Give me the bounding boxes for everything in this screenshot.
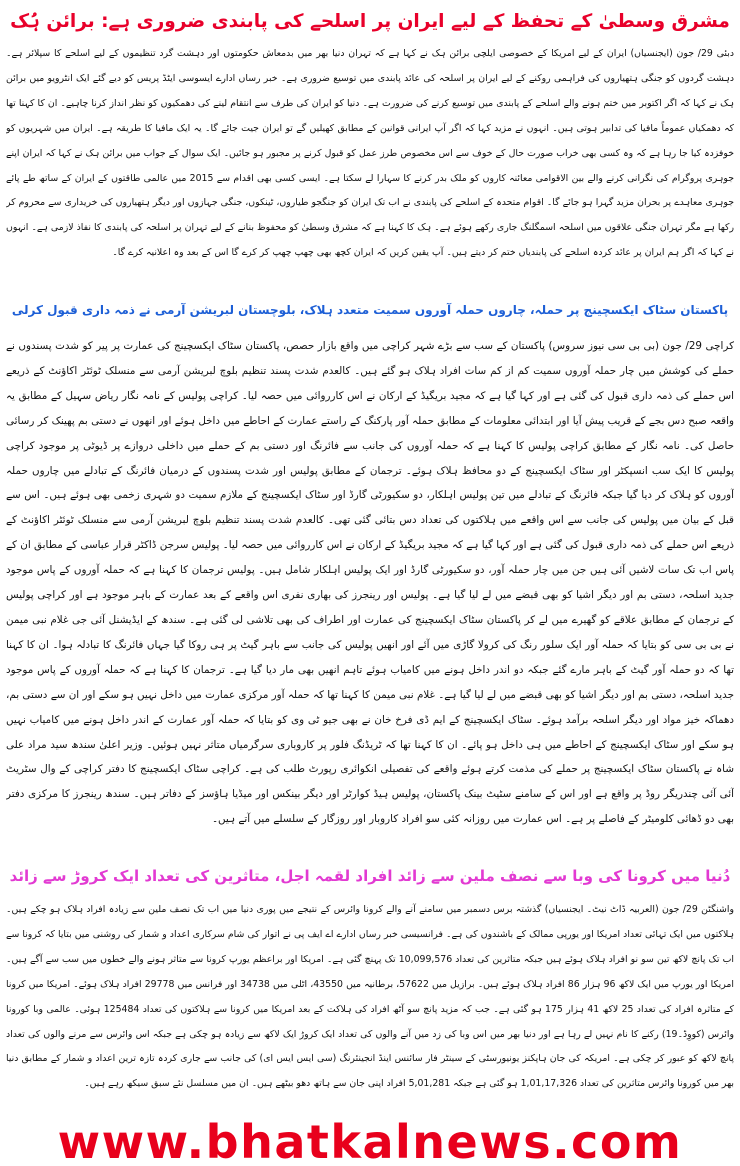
article-headline-stock-exchange-attack: پاکستان سٹاک ایکسچینج پر حملہ، چاروں حملہ آوروں سمیت متعدد ہلاک، بلوچستان لبریشن آرمی نے ذمہ داری قبول کرلی <box>11 303 729 317</box>
article-iran-arms <box>6 42 734 288</box>
article-corona-deaths <box>6 898 734 1120</box>
site-watermark: www.bhatkalnews.com <box>57 1118 683 1166</box>
article-body-iran-arms: دبئی 29/ جون (ایجنسیاں) ایران کے لیے امریکا کے خصوصی ایلچی برائن ہک نے کہا ہے کہ تہران دنیا بھر میں بدمعاش حکومتوں اور دہشت گرد تنظیموں کے لیے اسلحے کا سپلائر ہے۔ دہشت گردوں کو جنگی ہتھیاروں کی فراہمی روکنے کے لیے ایران پر اسلحہ کی عائد پابندی میں توسیع ضروری ہے۔ خبر رساں ادارے ایسوسی ایٹڈ پریس کو دیے گئے ایک انٹرویو میں برائن ہک نے کہا کہ اگر اکتوبر میں ختم ہونے والے اسلحے کے پابندی میں توسیع کرنے کی ضرورت ہے۔ دنیا کو ایران کی طرف سے انتقام لینے کی دھمکیوں کو نظر انداز کرنا چاہیے۔ ان کا کہنا تھا کہ دھمکیاں عموماً مافیا کی تدابیر ہوتی ہیں۔ انہوں نے مزید کہا کہ اگر آپ ایرانی قوانین کے مطابق کھیلیں گے تو ایران جیت جائے گا۔ یہ ایک مافیا کا طریقہ ہے۔ ایران میں شہریوں کو خوفزدہ کیا جا رہا ہے کہ وہ کسی بھی خراب صورت حال کے خوف سے اس مخصوص طرز عمل کو قبول کرنے پر مجبور ہو جائیں۔ ایک سوال کے جواب میں برائن ہک نے کہا کہ ایران اپنے جوہری پروگرام کی نگرانی کرنے والے بین الاقوامی معائنہ کاروں کو ملک بدر کرنے کا سہارا لے سکتا ہے۔ ایسی کسی بھی اقدام سے 2015 میں عالمی طاقتوں کے ایران کے ساتھ طے پائے جوہری معاہدے پر بحران مزید گہرا ہو جائے گا۔ اقوام متحدہ کے اسلحے کی پابندی نے اب تک ایران کو جنگجو طیاروں، ٹینکوں، جنگی جہازوں اور دیگر ہتھیاروں کی خریداری سے محروم کر رکھا ہے مگر تہران جنگی علاقوں میں اسلحہ اسمگلنگ جاری رکھے ہوئے ہے۔ ہک کا کہنا ہے کہ مشرق وسطیٰ کو محفوظ بنانے کے لیے تہران پر اسلحہ کی پابندی کا نفاذ لازمی ہے۔ انہوں نے کہا کہ اگر ہم ایران پر عائد کردہ اسلحے کی پابندیاں ختم کر دیتے ہیں۔ آپ یقین کریں کہ ایران کچھ بھی چھپ چھپ کر کرے گا اس کے بعد وہ اعلانیہ کرے گا۔ <box>6 48 734 259</box>
article-body-corona-deaths: واشنگٹن 29/ جون (العربیہ ڈاٹ نیٹ۔ ایجنسیاں) گذشتہ برس دسمبر میں سامنے آنے والے کرونا وائرس کے نتیجے میں پوری دنیا میں اب تک نصف ملین سے زیادہ افراد ہلاک ہو چکے ہیں۔ ہلاکتوں میں ایک تہائی تعداد امریکا اور یورپی ممالک کے باشندوں کی ہے۔ فرانسیسی خبر رساں ادارے اے ایف پی نے اتوار کی شام سرکاری اعداد و شمار کی روشنی میں بتایا کہ کرونا سے اب تک پانچ لاکھ تین سو نو افراد ہلاک ہوئے ہیں جبکہ متاثرین کی تعداد 10,099,576 تک پہنچ گئی ہے۔ امریکا اور براعظم یورپ کرونا سے متاثر ہونے والے خطوں میں سب سے آگے ہیں۔ امریکا اور یورپ میں ایک لاکھ 96 ہزار 86 افراد ہلاک ہوئے ہیں۔ برازیل میں 57622، برطانیہ میں 43550، اٹلی میں 34738 اور فرانس میں 29778 افراد ہلاک ہوئے۔ امریکا میں کرونا کے متاثرہ افراد کی تعداد 25 لاکھ 41 ہزار 175 ہو گئی ہے۔ جب کہ مزید پانچ سو آٹھ افراد کی ہلاکت کے بعد امریکا میں کرونا سے ہلاکتوں کی تعداد 125484 ہوئی۔ عالمی وبا کورونا وائرس (کووِڈ۔19) رکنے کا نام نہیں لے رہا ہے اور دنیا بھر میں اس وبا کی زد میں آنے والوں کی تعداد ایک کروڑ ایک لاکھ سے زیادہ ہو چکی ہے جبکہ اس وائرس سے مرنے والوں کی تعداد پانچ لاکھ کو عبور کر چکی ہے۔ امریکہ کی جان ہاپکنز یونیورسٹی کے سینٹر فار سائنس اینڈ انجینئرنگ (سی ایس ایس ای) کی جانب سے جاری کردہ تازہ ترین اعداد و شمار کے مطابق دنیا بھر میں کورونا وائرس متاثرین کی تعداد 1,01,17,326 ہو گئی ہے جبکہ 5,01,281 افراد اپنی جان سے ہاتھ دھو بیٹھے ہیں۔ ان میں مسلسل نئے سبق سیکھ رہے ہیں۔ <box>6 904 734 1090</box>
article-body-stock-exchange-attack: کراچی 29/ جون (بی بی سی نیوز سروس) پاکستان کے سب سے بڑے شہر کراچی میں واقع بازار حصص، پاکستان سٹاک ایکسچینج کی عمارت پر پیر کو شدت پسندوں نے حملے کی کوشش میں چار حملہ آوروں سمیت کم از کم سات افراد ہلاک ہو گئے ہیں۔ کالعدم شدت پسند تنظیم بلوچ لبریشن آرمی سے منسلک ٹوئٹر اکاؤنٹ کے ذریعے اس حملے کی ذمہ داری قبول کی گئی ہے اور کہا گیا ہے کہ مجید بریگیڈ کے ارکان نے اس کارروائی میں حصہ لیا۔ کراچی پولیس کے نامہ نگار ریاض سہیل کے مطابق یہ واقعہ صبح دس بجے کے قریب پیش آیا اور ابتدائی معلومات کے مطابق حملہ آور پارکنگ کے راستے عمارت کے احاطے میں داخل ہوئے اور انھوں نے دستی بم پھینک کر رسائی حاصل کی۔ نامہ نگار کے مطابق کراچی پولیس کا کہنا ہے کہ حملہ آوروں کی جانب سے فائرنگ اور دستی بم کے حملے میں داخلی دروازے پر ڈیوٹی پر موجود کراچی پولیس کا ایک سب انسپکٹر اور سٹاک ایکسچینج کے دو محافظ ہلاک ہوئے۔ ترجمان کے مطابق پولیس اور شدت پسندوں کے درمیان فائرنگ کے تبادلے میں چاروں حملہ آوروں کو ہلاک کر دیا گیا جبکہ فائرنگ کے تبادلے میں تین پولیس اہلکار، دو سکیورٹی گارڈ اور سٹاک ایکسچینج کے ملازم سمیت دو شہری زخمی بھی ہوئے ہیں۔ اس سے قبل کے بیان میں پولیس کی جانب سے اس واقعے میں ہلاکتوں کی تعداد دس بتائی گئی تھی۔ کالعدم شدت پسند تنظیم بلوچ لبریشن آرمی سے منسلک ٹوئٹر اکاؤنٹ کے ذریعے اس حملے کی ذمہ داری قبول کی گئی ہے اور کہا گیا ہے کہ مجید بریگیڈ کے ارکان نے اس کارروائی میں حصہ لیا۔ پولیس سرجن ڈاکٹر قرار عباسی کے مطابق ان کے پاس اب تک سات لاشیں آئی ہیں جن میں چار حملہ آور، دو سکیورٹی گارڈ اور ایک پولیس اہلکار شامل ہیں۔ پولیس ترجمان کا کہنا ہے کہ حملہ آوروں کے پاس موجود جدید اسلحہ، دستی بم اور دیگر اشیا کو بھی قبضے میں لے لیا گیا ہے۔ پولیس اور رینجرز کی بھاری نفری اس واقعے کے بعد عمارت کے باہر موجود ہے اور کراچی پولیس کے ترجمان کے مطابق علاقے کو گھیرے میں لے کر پاکستان سٹاک ایکسچینج کی عمارت اور اطراف کی بھی تلاشی لی گئی ہے۔ سندھ کے ایڈیشنل آئی جی غلام نبی میمن نے بی بی سی کو بتایا کہ حملہ آور ایک سلور رنگ کی کرولا گاڑی میں آئے اور انھیں پولیس کی جانب سے باہر گیٹ پر ہی روکا گیا جہاں فائرنگ کا تبادلہ ہوا۔ ان کا کہنا تھا کہ دو حملہ آور گیٹ کے باہر مارے گئے جبکہ دو اندر داخل ہونے میں کامیاب ہوئے تاہم انھیں بھی مار دیا گیا ہے۔ ترجمان کا کہنا ہے کہ حملہ آوروں کے پاس موجود جدید اسلحہ، دستی بم اور دیگر اشیا کو بھی قبضے میں لے لیا گیا ہے۔ غلام نبی میمن کا کہنا تھا کہ حملہ آور مرکزی عمارت میں داخل نہیں ہو سکے اور ان سے دستی بم، دھماکہ خیز مواد اور دیگر اسلحہ برآمد ہوئے۔ سٹاک ایکسچینج کے ایم ڈی فرخ خان نے بھی جیو ٹی وی کو بتایا کہ حملہ آور عمارت کے اندر داخل ہونے میں کامیاب نہیں ہو سکے اور سٹاک ایکسچینج کے احاطے میں ہی داخل ہو پائے۔ ان کا کہنا تھا کہ ٹریڈنگ فلور پر کاروباری سرگرمیاں متاثر نہیں ہوئیں۔ وزیر اعلیٰ سندھ سید مراد علی شاہ نے پاکستان سٹاک ایکسچینج پر حملے کی مذمت کرتے ہوئے واقعے کی تفصیلی انکوائری رپورٹ طلب کی ہے۔ کراچی سٹاک ایکسچینج کا دفتر کراچی کے وال سٹریٹ آئی آئی چندریگر روڈ پر واقع ہے اور اس کے سامنے سٹیٹ بینک پاکستان، پولیس ہیڈ کوارٹر اور دیگر بینکس اور میڈیا ہاؤسز کے دفاتر ہیں۔ سندھ رینجرز کا مرکزی دفتر بھی دو ڈھائی کلومیٹر کے فاصلے پر ہے۔ اس عمارت میں روزانہ کئی سو افراد کاروبار اور روزگار کے سلسلے میں آتے ہیں۔ <box>6 340 734 826</box>
article-headline-iran-arms: مشرق وسطیٰ کے تحفظ کے لیے ایران پر اسلحے کی پابندی ضروری ہے: برائن ہُک <box>10 11 730 32</box>
article-headline-corona-deaths: دُنیا میں کرونا کی وبا سے نصف ملین سے زائد افراد لقمہ اجل، متاثرین کی تعداد ایک کروڑ سے زائد <box>9 867 731 885</box>
article-stock-exchange-attack <box>6 334 734 854</box>
